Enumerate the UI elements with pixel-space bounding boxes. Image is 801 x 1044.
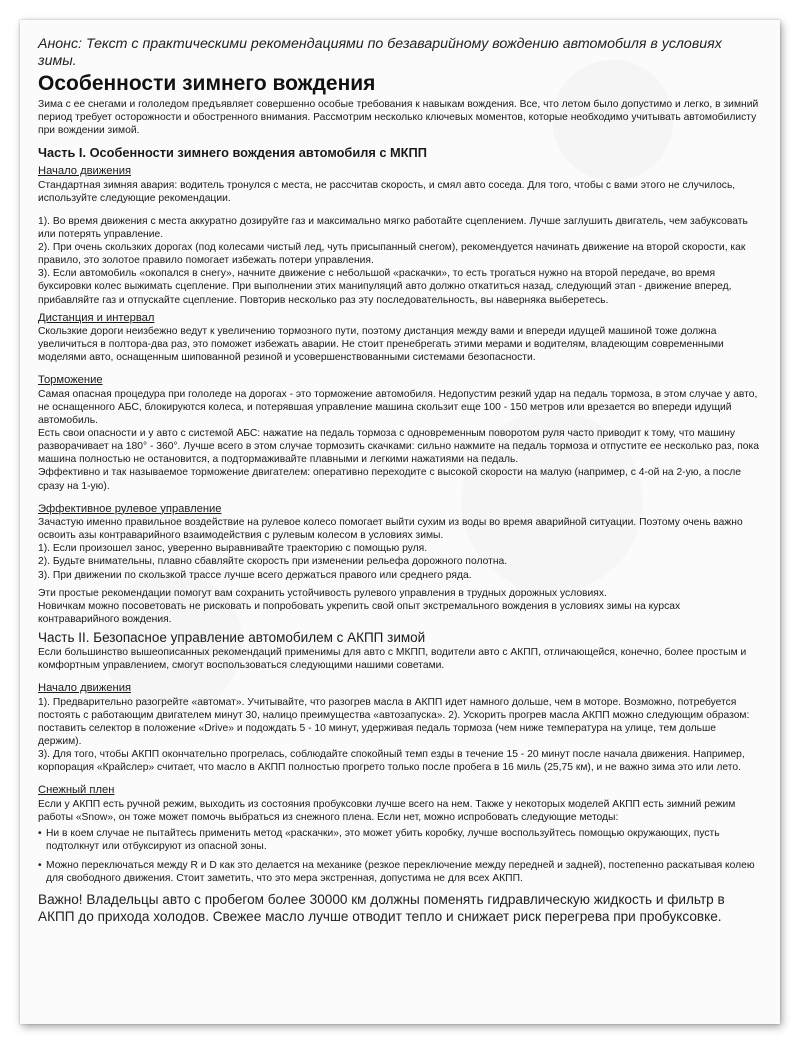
paragraph: Скользкие дороги неизбежно ведут к увеличению тормозного пути, поэтому дистанция между вами и впереди идущей машиной тоже должна увеличиться в полтора-два раз, это поможет избежать аварии. Не стоит пренебрегать этими мерами и водителям, владеющим современными моделями авто, оснащенным шипованной резиной и усовершенствованными системами безопасности. bbox=[38, 326, 724, 364]
announcement: Анонс: Текст с практическими рекомендациями по безаварийному вождению автомобиля в условиях зимы. bbox=[38, 36, 722, 69]
paragraph: Новичкам можно посоветовать не рисковать и попробовать укрепить свой опыт экстремального вождения в условиях зимы на курсах контраварийного вождения. bbox=[38, 600, 681, 625]
paragraph: Зачастую именно правильное воздействие на рулевое колесо помогает выйти сухим из воды во время аварийной ситуации. Поэтому очень важно освоить азы контраварийного взаимодействия с рулевым колесом в условиях зимы. bbox=[38, 517, 743, 542]
document-body bbox=[20, 20, 780, 925]
bullet-list bbox=[38, 827, 762, 885]
list-item: 2). При очень скользких дорогах (под колесами чистый лед, чуть присыпанный снегом), рекомендуется начинать движение на второй скорости, как правило, это золотое правило помогает избежать потери управления. bbox=[38, 242, 746, 267]
paragraph: Если большинство вышеописанных рекомендаций применимы для авто с МКПП, водители авто с АКПП, отличающейся, конечно, более простым и комфортным управлением, смогут воспользоваться следующими нашими советами. bbox=[38, 646, 747, 671]
braking-heading: Торможение bbox=[38, 374, 103, 387]
list-item: 1). Если произошел занос, уверенно выравнивайте траекторию с помощью руля. bbox=[38, 543, 428, 555]
important-note: Важно! Владельцы авто с пробегом более 30000 км должны поменять гидравлическую жидкость и фильтр в АКПП до прихода холодов. Свежее масло лучше отводит тепло и снижает риск перегрева при пробуксовке. bbox=[38, 892, 725, 925]
part2-start-heading: Начало движения bbox=[38, 682, 132, 695]
distance-heading: Дистанция и интервал bbox=[38, 311, 155, 324]
paragraph: 3). Для того, чтобы АКПП окончательно прогрелась, соблюдайте спокойный темп езды в течение 15 - 20 минут после начала движения. Например, корпорация «Крайслер» считает, что масло в АКПП полностью прогрето только после пробега в 16 миль (25,75 км), и не важно зима это или лето. bbox=[38, 748, 745, 774]
paragraph: Стандартная зимняя авария: водитель тронулся с места, не рассчитав скорость, и смял авто соседа. Для того, чтобы с вами этого не случилось, используйте следующие рекомендации. bbox=[38, 179, 736, 204]
intro-paragraph: Зима с ее снегами и гололедом предъявляет совершенно особые требования к навыкам вождения. Все, что летом было допустимо и легко, в зимний период требует осторожности и обостренного внимания. Рассмотрим несколько ключевых моментов, которые необходимо учитывать автомобилисту при вождении зимой. bbox=[38, 99, 759, 137]
paragraph: Эти простые рекомендации помогут вам сохранить устойчивость рулевого управления в трудных дорожных условиях. bbox=[38, 587, 607, 599]
paragraph: Эффективно и так называемое торможение двигателем: оперативно переходите с высокой скорости на малую (например, с 4-ой на 2-ую, а после сразу на 1-ую). bbox=[38, 467, 741, 492]
list-item: 1). Во время движения с места аккуратно дозируйте газ и максимально мягко работайте сцеплением. Лучше заглушить двигатель, чем забуксовать или потерять управление. bbox=[38, 215, 748, 241]
paragraph: 1). Предварительно разогрейте «автомат». Учитывайте, что разогрев масла в АКПП идет намного дольше, чем в моторе. Возможно, потребуется постоять с работающим двигателем минут 30, налицо преимущества «автозапуска». 2). Ускорить прогрев масла АКПП можно следующим образом: поставить селектор в положение «Drive» и подождать 5 - 10 минут, удерживая педаль тормоза (чем ниже температура на улице, тем дольше держим). bbox=[38, 696, 750, 747]
snow-heading: Снежный плен bbox=[38, 784, 115, 797]
list-item: 3). Если автомобиль «окопался в снегу», начните движение с небольшой «раскачки», то есть трогаться нужно на второй передаче, во время буксировки колес выжимать сцепление. При выполнении этих манипуляций авто должно откатиться назад, следующий этап - движение вперед, прибавляйте газ и отпускайте сцепление. Повторив несколько раз эту последовательность, вы наверняка выберетесь. bbox=[38, 268, 732, 306]
bullet-item: • Можно переключаться между R и D как это делается на механике (резкое переключение между передней и задней), постепенно раскатывая колею для свободного движения. Стоит заметить, что это мера экстренная, допустима не для всех АКПП. bbox=[38, 859, 762, 885]
paragraph: Если у АКПП есть ручной режим, выходить из состояния пробуксовки лучше всего на нем. Также у некоторых моделей АКПП есть зимний режим работы «Snow», он тоже может помочь выбраться из снежного плена. Если нет, можно испробовать следующие методы: bbox=[38, 798, 736, 823]
part1-title: Часть I. Особенности зимнего вождения автомобиля с МКПП bbox=[38, 145, 427, 161]
document-page bbox=[20, 20, 780, 1024]
page-title: Особенности зимнего вождения bbox=[38, 72, 376, 95]
steering-heading: Эффективное рулевое управление bbox=[38, 502, 222, 515]
list-item: 3). При движении по скользкой трассе лучше всего держаться правого или среднего ряда. bbox=[38, 569, 472, 581]
bullet-item: • Ни в коем случае не пытайтесь применить метод «раскачки», это может убить коробку, лучше воспользуйтесь помощью окружающих, пусть подтолкнут или отбуксируют из опасной зоны. bbox=[38, 827, 762, 853]
paragraph: Есть свои опасности и у авто с системой АБС: нажатие на педаль тормоза с одновременным поворотом руля часто приводит к тому, что машину разворачивает на 180° - 360°. Лучше всего в этом случае тормозить скачками: сильно нажмите на педаль тормоза и отпустите ее несколько раз, пока машина полностью не остановится, а подтормаживайте плавными и легкими нажатиями на педаль. bbox=[38, 428, 759, 466]
list-item: 2). Будьте внимательны, плавно сбавляйте скорость при изменении рельефа дорожного полотна. bbox=[38, 556, 508, 568]
paragraph: Самая опасная процедура при гололеде на дорогах - это торможение автомобиля. Недопустим резкий удар на педаль тормоза, в этом случае у авто, не оснащенного АБС, блокируются колеса, и потерявшая управление машина скользит еще 100 - 150 метров или врезается во впереди идущий автомобиль. bbox=[38, 388, 758, 427]
part1-start-heading: Начало движения bbox=[38, 165, 132, 178]
part2-title: Часть II. Безопасное управление автомобилем с АКПП зимой bbox=[38, 629, 426, 645]
